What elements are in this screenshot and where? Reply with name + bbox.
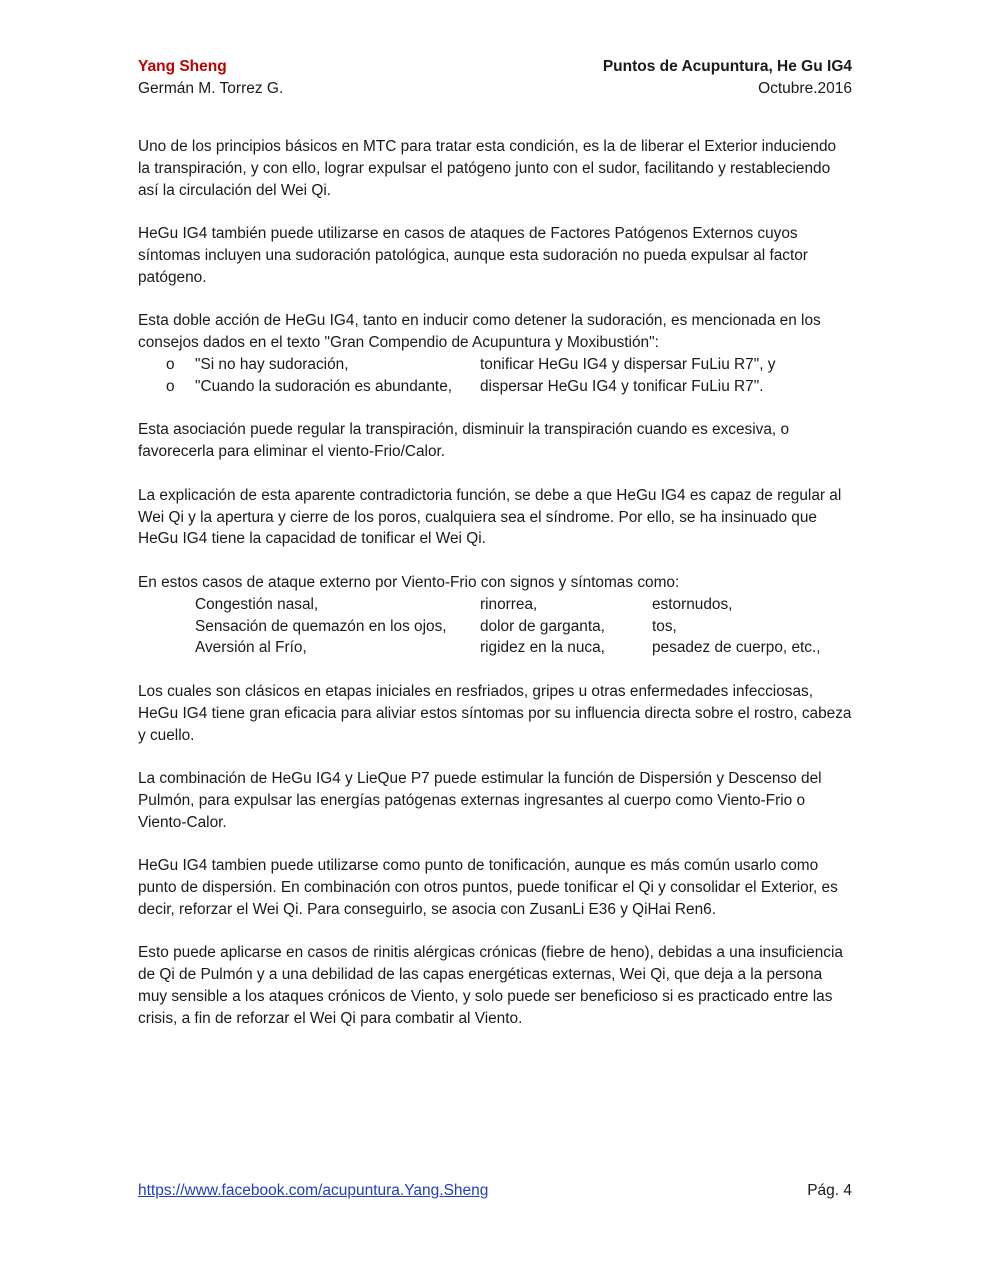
document-title: Puntos de Acupuntura, He Gu IG4 (602, 58, 852, 75)
bullet-marker: o (166, 377, 175, 395)
bullet-action: tonificar HeGu IG4 y dispersar FuLiu R7", y (480, 355, 776, 373)
paragraph: La combinación de HeGu IG4 y LieQue P7 puede estimular la función de Dispersión y Descenso del Pulmón, para expulsar las energías patógenas externas ingresantes al cuerpo como Viento-Frio o Viento-Calor. (138, 770, 822, 831)
symptom-cell: estornudos, (652, 595, 733, 613)
symptom-cell: rigidez en la nuca, (480, 639, 605, 657)
symptom-cell: Sensación de quemazón en los ojos, (195, 617, 447, 635)
table-row (138, 637, 852, 659)
table-row (138, 594, 852, 616)
paragraph: La explicación de esta aparente contradictoria función, se debe a que HeGu IG4 es capaz de regular al Wei Qi y la apertura y cierre de los poros, cualquiera sea el síndrome. Por ello, se ha insinuado que HeGu IG4 tiene la capacidad de tonificar el Wei Qi. (138, 486, 842, 548)
document-page (138, 56, 852, 1027)
symptom-cell: Aversión al Frío, (195, 639, 307, 657)
page-footer (138, 1180, 852, 1202)
bullet-marker: o (166, 355, 175, 373)
author-name: Germán M. Torrez G. (138, 80, 284, 97)
header-left (138, 56, 283, 100)
brand-name: Yang Sheng (138, 58, 227, 75)
page-number: Pág. 4 (807, 1182, 852, 1199)
paragraph: Esta doble acción de HeGu IG4, tanto en inducir como detener la sudoración, es mencionada en los consejos dados en el texto "Gran Compendio de Acupuntura y Moxibustión": (138, 312, 821, 352)
table-row (138, 616, 852, 638)
list-item (138, 376, 852, 398)
header-right (603, 56, 852, 100)
page-header (138, 56, 852, 102)
symptom-cell: Congestión nasal, (195, 595, 319, 613)
paragraph: Esta asociación puede regular la transpiración, disminuir la transpiración cuando es excesiva, o favorecerla para eliminar el viento-Frio/Calor. (138, 421, 790, 461)
symptom-table (138, 594, 852, 659)
bullet-list (138, 354, 852, 398)
document-date: Octubre.2016 (758, 80, 852, 97)
paragraph: HeGu IG4 también puede utilizarse en casos de ataques de Factores Patógenos Externos cuyos síntomas incluyen una sudoración patológica, aunque esta sudoración no pueda expulsar al factor patógeno. (138, 225, 808, 286)
document-body (138, 136, 852, 1051)
paragraph: En estos casos de ataque externo por Viento-Frio con signos y síntomas como: (138, 573, 680, 591)
facebook-link[interactable]: https://www.facebook.com/acupuntura.Yang.Sheng (138, 1182, 489, 1199)
paragraph: Los cuales son clásicos en etapas iniciales en resfriados, gripes u otras enfermedades infecciosas, HeGu IG4 tiene gran eficacia para aliviar estos síntomas por su influencia directa sobre el rostro, cabeza y cuello. (138, 682, 852, 744)
symptom-cell: rinorrea, (480, 595, 538, 613)
symptom-cell: tos, (652, 617, 677, 635)
list-item (138, 354, 852, 376)
bullet-condition: "Cuando la sudoración es abundante, (195, 377, 453, 395)
paragraph: Esto puede aplicarse en casos de rinitis alérgicas crónicas (fiebre de heno), debidas a una insuficiencia de Qi de Pulmón y a una debilidad de las capas energéticas externas, Wei Qi, que deja a la persona muy sensible a los ataques crónicos de Viento, y solo puede ser beneficioso si es practicado entre las crisis, a fin de reforzar el Wei Qi para combatir al Viento. (138, 944, 843, 1027)
bullet-condition: "Si no hay sudoración, (195, 355, 349, 373)
paragraph: Uno de los principios básicos en MTC para tratar esta condición, es la de liberar el Exterior induciendo la transpiración, y con ello, lograr expulsar el patógeno junto con el sudor, facilitando y restableciendo así la circulación del Wei Qi. (138, 138, 837, 199)
symptom-cell: pesadez de cuerpo, etc., (652, 639, 821, 657)
paragraph: HeGu IG4 tambien puede utilizarse como punto de tonificación, aunque es más común usarlo como punto de dispersión. En combinación con otros puntos, puede tonificar el Qi y consolidar el Exterior, es decir, reforzar el Wei Qi. Para conseguirlo, se asocia con ZusanLi E36 y QiHai Ren6. (138, 857, 838, 918)
bullet-action: dispersar HeGu IG4 y tonificar FuLiu R7". (480, 377, 764, 395)
symptom-cell: dolor de garganta, (480, 617, 605, 635)
